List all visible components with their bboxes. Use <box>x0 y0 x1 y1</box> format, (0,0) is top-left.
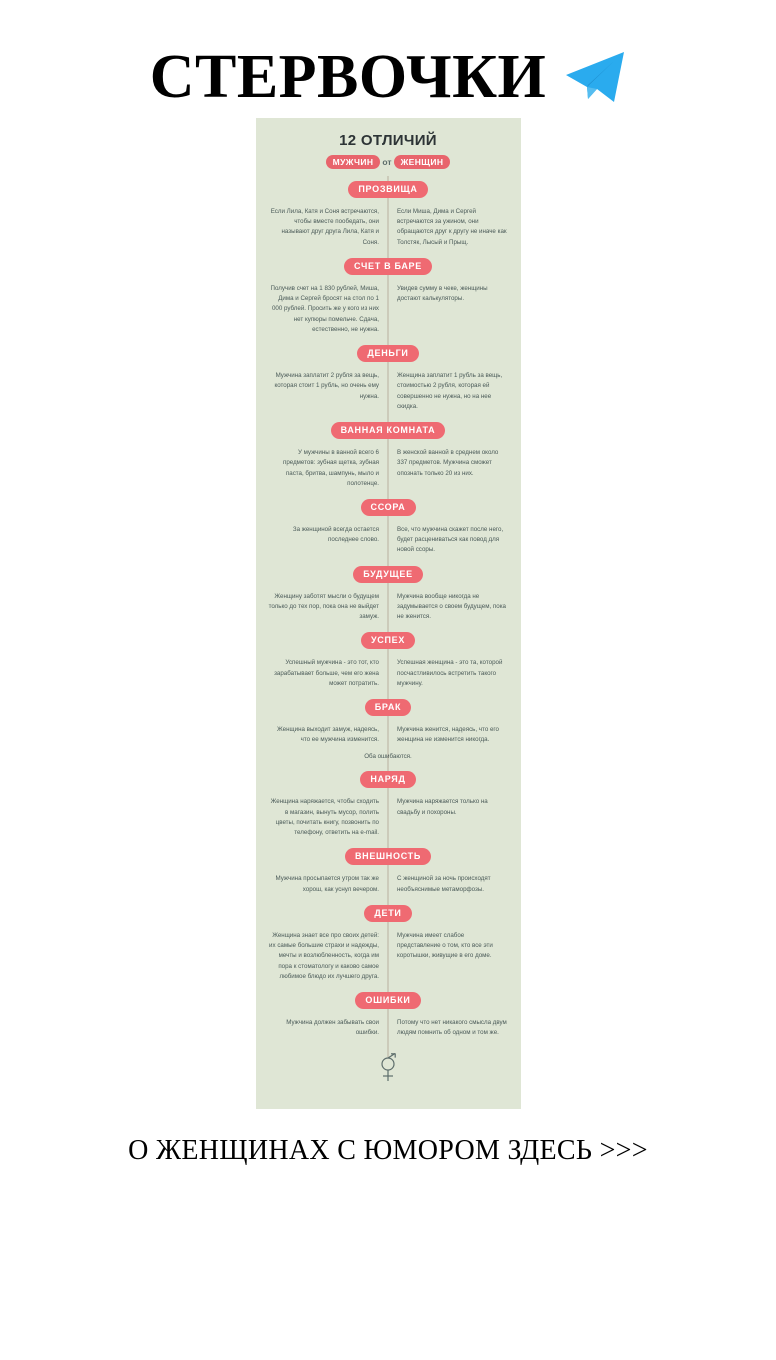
section-label-text: ОШИБКИ <box>355 992 420 1009</box>
section-label-text: УСПЕХ <box>361 632 415 649</box>
infographic-card <box>256 118 521 1109</box>
section-children <box>268 905 509 982</box>
section-label <box>268 771 509 788</box>
page-title: СТЕРВОЧКИ <box>149 43 547 111</box>
section-label-text: БРАК <box>365 699 411 716</box>
infographic-title: 12 ОТЛИЧИЙ <box>339 132 437 149</box>
section-row <box>268 448 509 489</box>
section-left-text: Мужчина просыпается утром так же хорош, как уснул вечером. <box>275 875 379 893</box>
page-footer <box>0 1109 776 1167</box>
section-left-text: Мужчина заплатит 2 рубля за вещь, которая стоит 1 рубль, но очень ему нужна. <box>274 372 379 400</box>
section-right-text: С женщиной за ночь происходят необъяснимые метаморфозы. <box>397 875 491 893</box>
section-marriage <box>268 699 509 761</box>
section-label <box>268 181 509 198</box>
section-right-text: Мужчина имеет слабое представление о том, кто все эти коротышки, живущие в его доме. <box>397 931 493 960</box>
section-label-text: ПРОЗВИЩА <box>348 181 427 198</box>
section-mistakes <box>268 992 509 1038</box>
section-right-text: Успешная женщина - это та, которой посчастливилось встретить такого мужчину. <box>397 659 503 687</box>
section-right-text: Мужчина наряжается только на свадьбу и похороны. <box>397 798 488 816</box>
section-bar-bill <box>268 258 509 335</box>
section-row <box>268 284 509 335</box>
section-label <box>268 422 509 439</box>
section-row <box>268 1018 509 1038</box>
section-quarrel <box>268 499 509 556</box>
infographic-subtitle <box>268 155 509 169</box>
subtitle-pill-women: ЖЕНЩИН <box>394 155 451 169</box>
section-left-text: Женщина знает все про своих детей: их самые большие страхи и надежды, мечты и возлюбленность, когда им пора к стоматологу и каково самое любимое блюдо их лучшего друга. <box>269 931 379 980</box>
section-row <box>268 725 509 745</box>
section-label <box>268 905 509 922</box>
section-label <box>268 499 509 516</box>
section-label <box>268 345 509 362</box>
section-label <box>268 992 509 1009</box>
section-row <box>268 797 509 838</box>
section-right-text: Увидев сумму в чеке, женщины достают калькуляторы. <box>397 284 488 303</box>
section-left-text: Женщина выходит замуж, надеясь, что ее мужчина изменится. <box>277 726 379 744</box>
section-right-text: Все, что мужчина скажет после него, будет расцениваться как повод для новой ссоры. <box>397 525 504 554</box>
section-money <box>268 345 509 412</box>
telegram-icon[interactable] <box>564 49 626 105</box>
section-label-text: БУДУЩЕЕ <box>353 566 423 583</box>
section-row <box>268 931 509 982</box>
section-label-text: ВНЕШНОСТЬ <box>345 848 431 865</box>
section-left-text: Мужчина должен забывать свои ошибки. <box>286 1019 379 1037</box>
section-left-text: Если Лила, Катя и Соня встречаются, чтобы вместе пообедать, они называют друг друга Лила, Катя и Соня. <box>270 208 379 246</box>
section-row <box>268 371 509 412</box>
gender-symbol-icon <box>268 1053 509 1083</box>
footer-link-text[interactable]: О ЖЕНЩИНАХ С ЮМОРОМ ЗДЕСЬ >>> <box>128 1134 648 1166</box>
section-label <box>268 566 509 583</box>
section-label <box>268 699 509 716</box>
section-left-text: Женщина наряжается, чтобы сходить в магазин, вынуть мусор, полить цветы, почитать книгу, позвонить по телефону, ответить на e-mail. <box>270 798 379 837</box>
section-row <box>268 658 509 689</box>
section-label-text: ВАННАЯ КОМНАТА <box>331 422 446 439</box>
section-row <box>268 207 509 248</box>
infographic-container <box>0 118 776 1109</box>
section-label-text: ДЕНЬГИ <box>357 345 418 362</box>
section-label <box>268 632 509 649</box>
section-row <box>268 592 509 623</box>
section-left-text: Женщину заботят мысли о будущем только до тех пор, пока она не выйдет замуж. <box>268 592 379 621</box>
section-label <box>268 848 509 865</box>
section-row <box>268 874 509 894</box>
section-right-text: Мужчина вообще никогда не задумывается о своем будущем, пока не женится. <box>397 592 506 621</box>
section-right-text: Потому что нет никакого смысла двум людям помнить об одном и том же. <box>397 1019 507 1037</box>
section-right-text: В женской ванной в среднем около 337 предметов. Мужчина сможет опознать только 20 из них. <box>397 449 499 477</box>
page-header <box>0 0 776 118</box>
subtitle-conjunction: от <box>382 157 392 167</box>
section-label-text: СЧЕТ В БАРЕ <box>344 258 432 275</box>
section-label-text: ССОРА <box>361 499 416 516</box>
section-nicknames <box>268 181 509 248</box>
section-label-text: ДЕТИ <box>364 905 411 922</box>
section-left-text: Успешный мужчина - это тот, кто зарабатывает больше, чем его жена может потратить. <box>274 659 379 687</box>
section-left-text: Получив счет на 1 830 рублей, Миша, Дима и Сергей бросят на стол по 1 000 рублей. Просить же у кого из них нет купюры помельче. Сдача, естественно, не нужна. <box>270 284 379 333</box>
section-appearance <box>268 848 509 894</box>
section-left-text: У мужчины в ванной всего 6 предметов: зубная щетка, зубная паста, бритва, шампунь, мыло и полотенце. <box>282 449 379 487</box>
section-bathroom <box>268 422 509 489</box>
section-right-text: Женщина заплатит 1 рубль за вещь, стоимостью 2 рубля, которая ей совершенно не нужна, но на нее скидка. <box>397 372 503 410</box>
section-success <box>268 632 509 689</box>
section-row <box>268 525 509 556</box>
section-right-text: Мужчина женится, надеясь, что его женщина не изменится никогда. <box>397 726 499 744</box>
section-label-text: НАРЯД <box>360 771 415 788</box>
section-label <box>268 258 509 275</box>
section-future <box>268 566 509 623</box>
section-center-note: Оба ошибаются. <box>364 752 412 760</box>
subtitle-pill-men: МУЖЧИН <box>326 155 381 169</box>
section-outfit <box>268 771 509 838</box>
section-left-text: За женщиной всегда остается последнее слово. <box>292 525 379 544</box>
section-right-text: Если Миша, Дима и Сергей встречаются за ужином, они обращаются друг к другу не иначе как Толстяк, Лысый и Прыщ. <box>397 208 507 246</box>
